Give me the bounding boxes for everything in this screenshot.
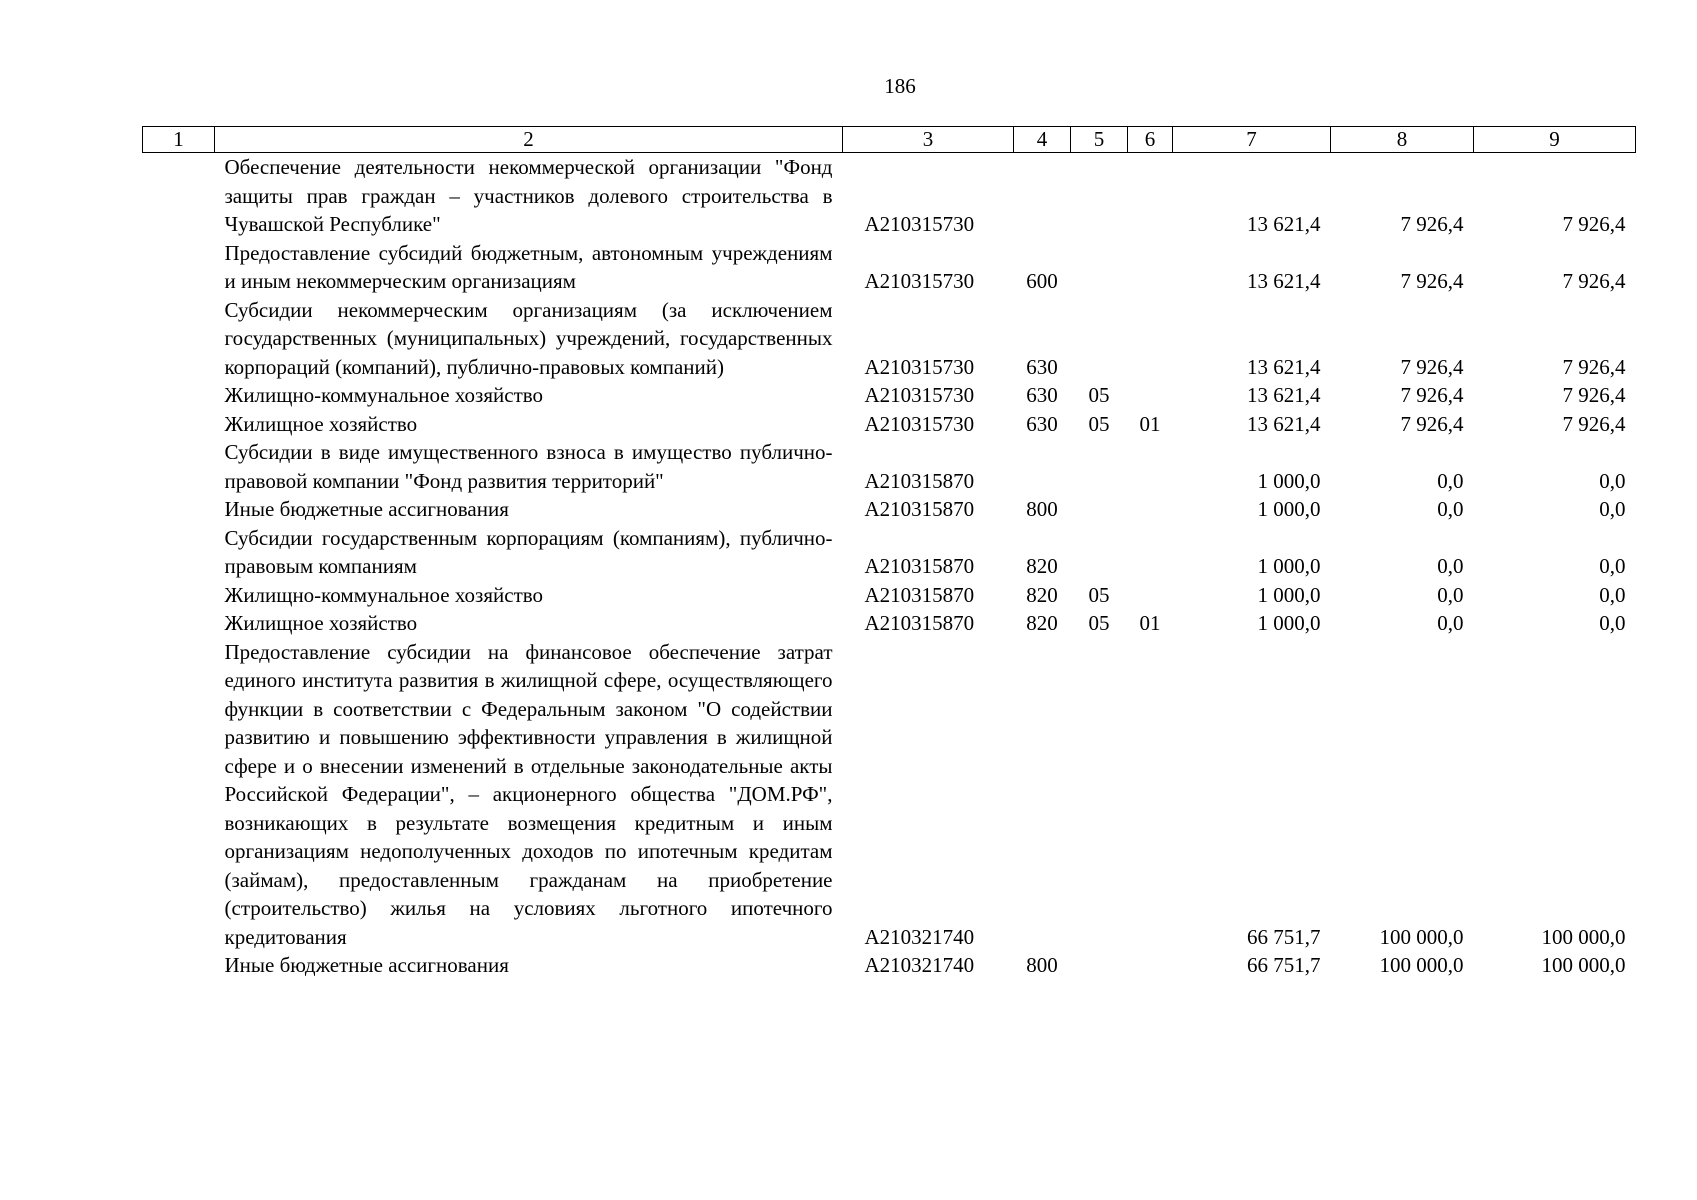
cell-target-code: A210315730 [864,383,975,407]
cell-amount-col7: 66 751,7 [1247,953,1321,977]
cell-empty [143,524,215,581]
cell-section [1071,524,1128,581]
cell-empty [143,381,215,410]
header-cell-1: 1 [143,127,215,153]
cell-item-name: Субсидии некоммерческим организациям (за исключением государственных (муниципальных) учреждений, государственных корпораций (компаний), публично-правовых компаний) [224,297,833,379]
cell-amount-col7: 1 000,0 [1257,611,1321,635]
cell-item-name: Субсидии в виде имущественного взноса в имущество публично-правовой компании "Фонд развития территорий" [224,440,833,493]
cell-amount-col9: 7 926,4 [1562,383,1626,407]
cell-target-code: A210321740 [864,924,975,949]
cell-amount-col7: 13 621,4 [1247,383,1321,407]
cell-amount-col8: 0,0 [1437,582,1464,607]
cell-expense-type: 820 [1026,554,1058,578]
cell-amount-col8: 0,0 [1437,611,1464,635]
cell-amount-col8: 100 000,0 [1379,924,1464,949]
cell-target-code: A210315870 [864,611,975,635]
cell-target-code: A210321740 [864,953,975,977]
table-row [143,581,1636,610]
cell-amount-col9: 7 926,4 [1562,269,1626,293]
cell-amount-col9: 7 926,4 [1562,411,1626,436]
cell-expense-type: 820 [1026,582,1058,607]
cell-subsection [1128,638,1173,952]
cell-target-code: A210315730 [864,411,975,436]
cell-amount-col8: 0,0 [1437,554,1464,578]
cell-item-name: Иные бюджетные ассигнования [224,953,509,977]
cell-expense-type [1014,638,1071,952]
cell-amount-col7: 1 000,0 [1257,468,1321,493]
cell-target-code: A210315730 [864,354,975,379]
header-cell-2: 2 [215,127,843,153]
cell-empty [143,296,215,382]
cell-item-name: Жилищно-коммунальное хозяйство [224,582,544,607]
cell-subsection [1128,524,1173,581]
cell-target-code: A210315870 [864,582,975,607]
table-row [143,410,1636,439]
page-number: 186 [884,74,916,98]
table-row [143,296,1636,382]
cell-expense-type: 600 [1026,269,1058,293]
cell-amount-col9: 0,0 [1599,497,1626,521]
cell-target-code: A210315730 [864,269,975,293]
table-row [143,495,1636,524]
cell-amount-col8: 7 926,4 [1400,269,1464,293]
cell-empty [143,495,215,524]
cell-expense-type: 630 [1026,383,1058,407]
cell-target-code: A210315870 [864,554,975,578]
cell-amount-col7: 1 000,0 [1257,582,1321,607]
cell-amount-col9: 0,0 [1599,582,1626,607]
cell-amount-col9: 7 926,4 [1562,212,1626,236]
cell-item-name: Субсидии государственным корпорациям (компаниям), публично-правовым компаниям [224,525,833,578]
cell-section [1071,153,1128,239]
cell-amount-col8: 7 926,4 [1400,383,1464,407]
cell-subsection [1128,381,1173,410]
cell-amount-col8: 7 926,4 [1400,411,1464,436]
cell-amount-col7: 1 000,0 [1257,554,1321,578]
header-cell-4: 4 [1014,127,1071,153]
table-row [143,438,1636,495]
cell-subsection [1128,296,1173,382]
cell-target-code: A210315870 [864,497,975,521]
cell-target-code: A210315870 [864,468,975,493]
cell-empty [143,951,215,980]
cell-expense-type: 820 [1026,611,1058,635]
cell-amount-col9: 7 926,4 [1562,354,1626,379]
cell-subsection [1128,581,1173,610]
cell-empty [143,153,215,239]
cell-amount-col7: 13 621,4 [1247,269,1321,293]
column-number-header-row [143,127,1636,153]
header-cell-8: 8 [1331,127,1474,153]
cell-subsection [1128,153,1173,239]
cell-expense-type: 630 [1026,411,1058,436]
cell-expense-type [1014,153,1071,239]
cell-section: 05 [1088,411,1110,436]
cell-item-name: Иные бюджетные ассигнования [224,497,509,521]
cell-section [1071,239,1128,296]
cell-empty [143,638,215,952]
cell-empty [143,438,215,495]
cell-item-name: Жилищно-коммунальное хозяйство [224,383,544,407]
cell-subsection [1128,951,1173,980]
cell-amount-col7: 13 621,4 [1247,354,1321,379]
cell-subsection: 01 [1139,411,1161,436]
cell-amount-col7: 1 000,0 [1257,497,1321,521]
table-row [143,638,1636,952]
table-row [143,153,1636,239]
cell-amount-col8: 7 926,4 [1400,354,1464,379]
cell-subsection [1128,239,1173,296]
cell-amount-col7: 13 621,4 [1247,212,1321,236]
cell-amount-col8: 7 926,4 [1400,212,1464,236]
cell-amount-col8: 0,0 [1437,468,1464,493]
cell-expense-type: 800 [1026,497,1058,521]
cell-empty [143,581,215,610]
cell-expense-type: 800 [1026,953,1058,977]
table-row [143,609,1636,638]
table-row [143,239,1636,296]
cell-amount-col9: 0,0 [1599,611,1626,635]
header-cell-7: 7 [1173,127,1331,153]
cell-amount-col8: 0,0 [1437,497,1464,521]
cell-item-name: Обеспечение деятельности некоммерческой организации "Фонд защиты прав граждан – участников долевого строительства в Чувашской Республике" [224,155,833,236]
header-cell-3: 3 [843,127,1014,153]
cell-expense-type: 630 [1026,354,1058,379]
budget-table [142,126,1636,980]
table-row [143,951,1636,980]
header-cell-5: 5 [1071,127,1128,153]
table-row [143,524,1636,581]
cell-section [1071,296,1128,382]
cell-section: 05 [1088,383,1110,407]
cell-amount-col9: 0,0 [1599,554,1626,578]
cell-amount-col9: 100 000,0 [1541,924,1626,949]
cell-section: 05 [1088,582,1110,607]
cell-amount-col7: 13 621,4 [1247,411,1321,436]
table-body [143,153,1636,980]
cell-empty [143,410,215,439]
cell-empty [143,239,215,296]
cell-section [1071,638,1128,952]
cell-item-name: Жилищное хозяйство [224,611,418,635]
cell-section [1071,495,1128,524]
cell-empty [143,609,215,638]
cell-amount-col9: 100 000,0 [1541,953,1626,977]
cell-section [1071,438,1128,495]
cell-amount-col7: 66 751,7 [1247,924,1321,949]
cell-subsection: 01 [1139,611,1161,635]
cell-item-name: Предоставление субсидий бюджетным, автономным учреждениям и иным некоммерческим организациям [224,240,833,293]
cell-expense-type [1014,438,1071,495]
cell-amount-col9: 0,0 [1599,468,1626,493]
header-cell-9: 9 [1474,127,1636,153]
cell-subsection [1128,495,1173,524]
cell-item-name: Жилищное хозяйство [224,411,418,436]
cell-target-code: A210315730 [864,212,975,236]
table-row [143,381,1636,410]
cell-amount-col8: 100 000,0 [1379,953,1464,977]
cell-subsection [1128,438,1173,495]
cell-section [1071,951,1128,980]
cell-section: 05 [1088,611,1110,635]
cell-item-name: Предоставление субсидии на финансовое обеспечение затрат единого института развития в жилищной сфере, осуществляющего функции в соответствии с Федеральным законом "О содействии развитию и повышению эффективности управления в жилищной сфере и о внесении изменений в отдельные законодательные акты Российской Федерации", – акционерного общества "ДОМ.РФ", возникающих в результате возмещения кредитным и иным организациям недополученных доходов по ипотечным кредитам (займам), предоставленным гражданам на приобретение (строительство) жилья на условиях льготного ипотечного кредитования [224,639,833,949]
header-cell-6: 6 [1128,127,1173,153]
